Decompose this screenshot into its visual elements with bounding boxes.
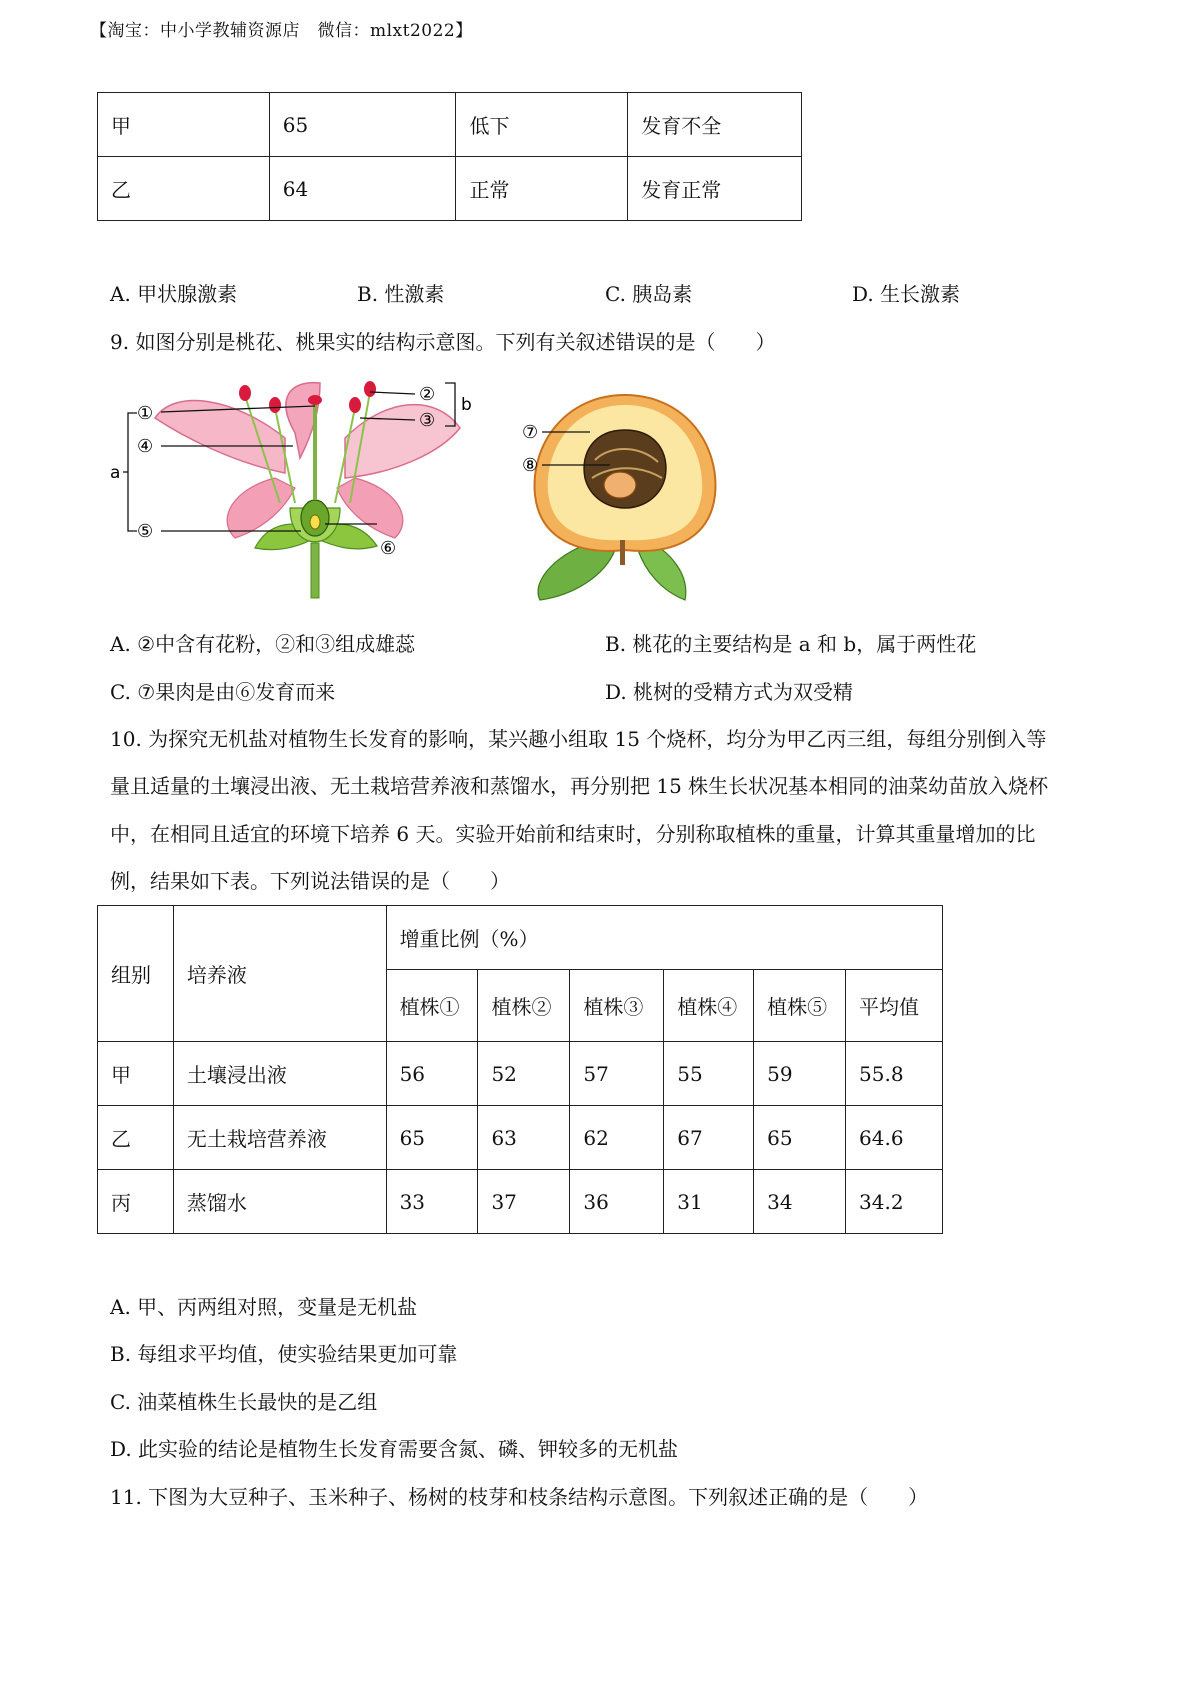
peach-flower-figure <box>110 378 520 603</box>
option-d: D. 生长激素 <box>852 282 961 306</box>
option-a: A. 甲状腺激素 <box>110 282 238 306</box>
table-cell: 低下 <box>456 93 628 157</box>
label-6: ⑥ <box>380 538 397 559</box>
label-1: ① <box>137 403 154 424</box>
table-cell: 31 <box>664 1170 754 1234</box>
q11-stem: 11. 下图为大豆种子、玉米种子、杨树的枝芽和枝条结构示意图。下列叙述正确的是（ ） <box>110 1485 929 1509</box>
q10-option-a: A. 甲、丙两组对照，变量是无机盐 <box>110 1295 418 1319</box>
table-cell: 乙 <box>98 1106 174 1170</box>
subheader-plant-3: 植株③ <box>570 970 664 1042</box>
table-cell: 59 <box>754 1042 846 1106</box>
header-medium: 培养液 <box>173 906 386 1042</box>
table-cell: 甲 <box>98 93 270 157</box>
peach-fruit-figure <box>520 390 730 605</box>
petal-right <box>345 405 460 478</box>
q10-stem-line-2: 量且适量的土壤浸出液、无土栽培营养液和蒸馏水，再分别把 15 株生长状况基本相同的油菜幼苗放入烧杯 <box>110 774 1049 798</box>
label-3: ③ <box>419 410 436 431</box>
label-2: ② <box>419 384 436 405</box>
label-5: ⑤ <box>137 521 154 542</box>
table-cell: 36 <box>570 1170 664 1234</box>
table-cell: 55.8 <box>846 1042 943 1106</box>
q9-stem: 9. 如图分别是桃花、桃果实的结构示意图。下列有关叙述错误的是（ ） <box>110 330 776 354</box>
q10-option-b: B. 每组求平均值，使实验结果更加可靠 <box>110 1342 458 1366</box>
ovule <box>310 515 320 529</box>
subheader-plant-5: 植株⑤ <box>754 970 846 1042</box>
table-cell: 63 <box>478 1106 570 1170</box>
page-header: 【淘宝：中小学教辅资源店 微信：mlxt2022】 <box>90 21 473 41</box>
table-cell: 发育正常 <box>628 157 802 221</box>
table-cell: 65 <box>386 1106 478 1170</box>
table-cell: 乙 <box>98 157 270 221</box>
table-cell: 55 <box>664 1042 754 1106</box>
table-cell: 蒸馏水 <box>173 1170 386 1234</box>
table-cell: 64.6 <box>846 1106 943 1170</box>
label-7: ⑦ <box>522 422 539 443</box>
table-cell: 33 <box>386 1170 478 1234</box>
seed <box>604 472 636 498</box>
table-cell: 无土栽培营养液 <box>173 1106 386 1170</box>
table-row <box>98 1106 943 1170</box>
subheader-plant-1: 植株① <box>386 970 478 1042</box>
table-cell: 发育不全 <box>628 93 802 157</box>
growth-table <box>97 905 943 1234</box>
table-cell: 37 <box>478 1170 570 1234</box>
table-cell: 52 <box>478 1042 570 1106</box>
label-8: ⑧ <box>522 455 539 476</box>
subheader-plant-2: 植株② <box>478 970 570 1042</box>
table-cell: 正常 <box>456 157 628 221</box>
table-cell: 65 <box>269 93 456 157</box>
q9-option-d: D. 桃树的受精方式为双受精 <box>605 680 854 704</box>
table-cell: 34.2 <box>846 1170 943 1234</box>
table-cell: 丙 <box>98 1170 174 1234</box>
table-row <box>98 93 802 157</box>
table-row <box>98 1170 943 1234</box>
subheader-plant-4: 植株④ <box>664 970 754 1042</box>
q9-option-b: B. 桃花的主要结构是 a 和 b，属于两性花 <box>605 632 977 656</box>
label-b: b <box>461 395 472 415</box>
q10-stem-line-1: 10. 为探究无机盐对植物生长发育的影响，某兴趣小组取 15 个烧杯，均分为甲乙丙三组，每组分别倒入等 <box>110 727 1047 751</box>
table-cell: 56 <box>386 1042 478 1106</box>
table-row <box>98 1042 943 1106</box>
table-cell: 34 <box>754 1170 846 1234</box>
option-c: C. 胰岛素 <box>605 282 693 306</box>
subheader-average: 平均值 <box>846 970 943 1042</box>
table-cell: 57 <box>570 1042 664 1106</box>
option-b: B. 性激素 <box>357 282 445 306</box>
table-row <box>98 157 802 221</box>
q8-options <box>0 282 1200 310</box>
table-cell: 65 <box>754 1106 846 1170</box>
table-cell: 64 <box>269 157 456 221</box>
fruit-stalk <box>620 540 625 565</box>
q9-option-c: C. ⑦果肉是由⑥发育而来 <box>110 680 336 704</box>
q10-stem-line-4: 例，结果如下表。下列说法错误的是（ ） <box>110 869 510 893</box>
q10-stem-line-3: 中，在相同且适宜的环境下培养 6 天。实验开始前和结束时，分别称取植株的重量，计算其重量增加的比 <box>110 822 1036 846</box>
table-cell: 土壤浸出液 <box>173 1042 386 1106</box>
hormone-table <box>97 92 802 221</box>
header-group: 组别 <box>98 906 174 1042</box>
label-4: ④ <box>137 436 154 457</box>
q9-option-a: A. ②中含有花粉，②和③组成雄蕊 <box>110 632 416 656</box>
table-cell: 67 <box>664 1106 754 1170</box>
table-cell: 62 <box>570 1106 664 1170</box>
label-a: a <box>110 463 121 483</box>
table-header-row <box>98 906 943 970</box>
flower-stalk <box>311 543 319 598</box>
q10-option-d: D. 此实验的结论是植物生长发育需要含氮、磷、钾较多的无机盐 <box>110 1437 679 1461</box>
q10-option-c: C. 油菜植株生长最快的是乙组 <box>110 1390 378 1414</box>
header-ratio: 增重比例（%） <box>386 906 942 970</box>
table-cell: 甲 <box>98 1042 174 1106</box>
